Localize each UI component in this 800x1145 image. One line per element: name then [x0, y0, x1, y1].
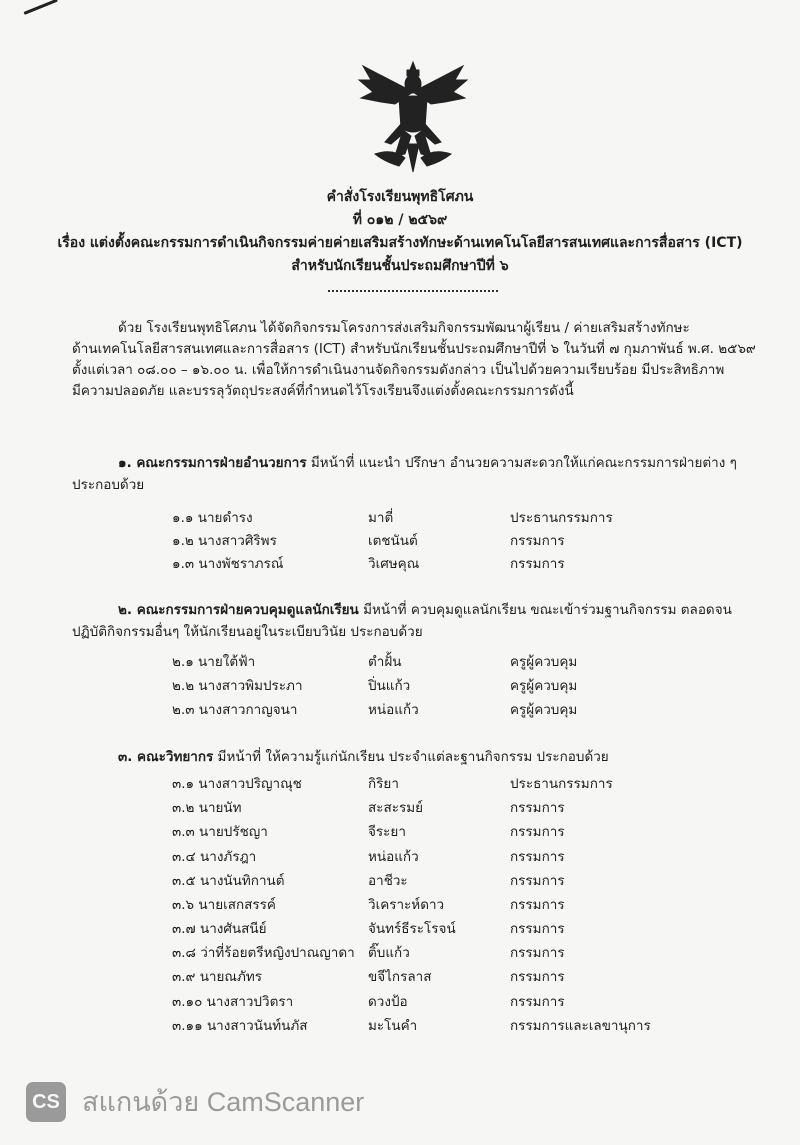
camscanner-watermark: สแกนด้วย CamScanner — [82, 1087, 365, 1117]
member-name: ๓.๗ นางศันสนีย์ — [172, 921, 267, 937]
member-surname: มะโนคำ — [368, 1018, 418, 1034]
member-name: ๓.๑๐ นางสาวปวิตรา — [172, 994, 294, 1010]
member-role: กรรมการ — [510, 921, 565, 937]
order-number: ที่ ๐๑๒ / ๒๕๖๙ — [352, 212, 448, 228]
order-subject: เรื่อง แต่งตั้งคณะกรรมการดำเนินกิจกรรมค่ายค่ายเสริมสร้างทักษะด้านเทคโนโลยีสารสนเทศและการสื่อสาร (ICT) — [57, 235, 743, 251]
member-name: ๑.๒ นางสาวศิริพร — [172, 533, 277, 549]
section-duty-line2: ปฏิบัติกิจกรรมอื่นๆ ให้นักเรียนอยู่ในระเบียบวินัย ประกอบด้วย — [72, 624, 423, 640]
member-surname: วิเคราะห์ดาว — [368, 897, 445, 913]
member-surname: จีระยา — [368, 824, 406, 840]
member-role: ประธานกรรมการ — [510, 510, 613, 526]
section-title: ๑. คณะกรรมการฝ่ายอำนวยการ — [118, 455, 307, 471]
member-surname: จันทร์ธีระโรจน์ — [368, 921, 456, 937]
section-title: ๒. คณะกรรมการฝ่ายควบคุมดูแลนักเรียน — [118, 602, 359, 618]
member-surname: วิเศษคุณ — [368, 556, 420, 572]
member-surname: หน่อแก้ว — [368, 702, 419, 718]
member-name: ๓.๙ นายณภัทร — [172, 969, 262, 985]
section-duty-line2: ประกอบด้วย — [72, 477, 145, 493]
member-surname: มาตี่ — [368, 510, 394, 526]
order-subject-line2: สำหรับนักเรียนชั้นประถมศึกษาปีที่ ๖ — [291, 258, 509, 274]
member-name: ๒.๓ นางสาวกาญจนา — [172, 702, 298, 718]
member-surname: หน่อแก้ว — [368, 849, 419, 865]
member-role: กรรมการและเลขานุการ — [510, 1018, 651, 1034]
section-duty: มีหน้าที่ ให้ความรู้แก่นักเรียน ประจำแต่ละฐานกิจกรรม ประกอบด้วย — [213, 749, 609, 765]
member-name: ๓.๘ ว่าที่ร้อยตรีหญิงปาณญาดา — [172, 945, 355, 961]
member-name: ๒.๒ นางสาวพิมประภา — [172, 678, 303, 694]
section-2-heading — [72, 599, 772, 643]
member-name: ๓.๑๑ นางสาวนันท์นภัส — [172, 1018, 308, 1034]
member-role: ครูผู้ควบคุม — [510, 702, 578, 718]
camscanner-logo-icon: CS — [26, 1082, 66, 1122]
member-role: ครูผู้ควบคุม — [510, 654, 578, 670]
member-role: กรรมการ — [510, 969, 565, 985]
garuda-emblem-icon — [355, 58, 471, 176]
member-surname: สะสะรมย์ — [368, 800, 424, 816]
intro-line: ตั้งแต่เวลา ๐๘.๐๐ – ๑๖.๐๐ น. เพื่อให้การดำเนินงานจัดกิจกรรมดังกล่าว เป็นไปด้วยความเรียบร้อย มีประสิทธิภาพ — [72, 362, 725, 378]
member-surname: ขจีไกรลาส — [368, 969, 432, 985]
member-name: ๓.๔ นางภัรฎา — [172, 849, 257, 865]
section-title: ๓. คณะวิทยากร — [118, 749, 214, 765]
member-role: ครูผู้ควบคุม — [510, 678, 578, 694]
member-role: กรรมการ — [510, 849, 565, 865]
member-role: กรรมการ — [510, 873, 565, 889]
pen-mark — [23, 0, 58, 15]
dotted-divider — [328, 290, 498, 292]
member-surname: ดวงป้อ — [368, 994, 408, 1010]
member-name: ๑.๑ นายดำรง — [172, 510, 253, 526]
member-role: กรรมการ — [510, 533, 565, 549]
member-role: ประธานกรรมการ — [510, 776, 613, 792]
member-name: ๒.๑ นายใต้ฟ้า — [172, 654, 256, 670]
member-surname: กิริยา — [368, 776, 399, 792]
member-name: ๑.๓ นางพัชราภรณ์ — [172, 556, 284, 572]
member-surname: ติ๊บแก้ว — [368, 945, 410, 961]
member-role: กรรมการ — [510, 556, 565, 572]
member-name: ๓.๒ นายนัท — [172, 800, 242, 816]
member-role: กรรมการ — [510, 824, 565, 840]
intro-line: มีความปลอดภัย และบรรลุวัตถุประสงค์ที่กำหนดไว้โรงเรียนจึงแต่งตั้งคณะกรรมการดังนี้ — [72, 383, 574, 399]
member-surname: ปิ่นแก้ว — [368, 678, 411, 694]
section-duty: มีหน้าที่ แนะนำ ปรึกษา อำนวยความสะดวกให้แก่คณะกรรมการฝ่ายต่าง ๆ — [306, 455, 737, 471]
intro-line: ด้านเทคโนโลยีสารสนเทศและการสื่อสาร (ICT) สำหรับนักเรียนชั้นประถมศึกษาปีที่ ๖ ในวันที่ ๗ กุมภาพันธ์ พ.ศ. ๒๕๖๙ — [72, 341, 756, 357]
member-surname: อาชีวะ — [368, 873, 408, 889]
section-duty: มีหน้าที่ ควบคุมดูแลนักเรียน ขณะเข้าร่วมฐานกิจกรรม ตลอดจน — [358, 602, 732, 618]
section-3-heading — [72, 746, 772, 768]
member-surname: เตชนันต์ — [368, 533, 418, 549]
member-name: ๓.๖ นายเสกสรรค์ — [172, 897, 276, 913]
intro-line: ด้วย โรงเรียนพุทธิโศภน ได้จัดกิจกรรมโครงการส่งเสริมกิจกรรมพัฒนาผู้เรียน / ค่ายเสริมสร้างทักษะ — [118, 320, 690, 336]
member-name: ๓.๓ นายปรัชญา — [172, 824, 268, 840]
member-role: กรรมการ — [510, 897, 565, 913]
intro-paragraph — [72, 318, 772, 402]
section-1-heading — [72, 452, 772, 496]
member-role: กรรมการ — [510, 994, 565, 1010]
member-surname: ตำฝั้น — [368, 654, 402, 670]
order-title: คำสั่งโรงเรียนพุทธิโศภน — [326, 189, 474, 205]
member-role: กรรมการ — [510, 945, 565, 961]
member-name: ๓.๕ นางนันทิกานต์ — [172, 873, 285, 889]
member-role: กรรมการ — [510, 800, 565, 816]
member-name: ๓.๑ นางสาวปริญาณุช — [172, 776, 302, 792]
